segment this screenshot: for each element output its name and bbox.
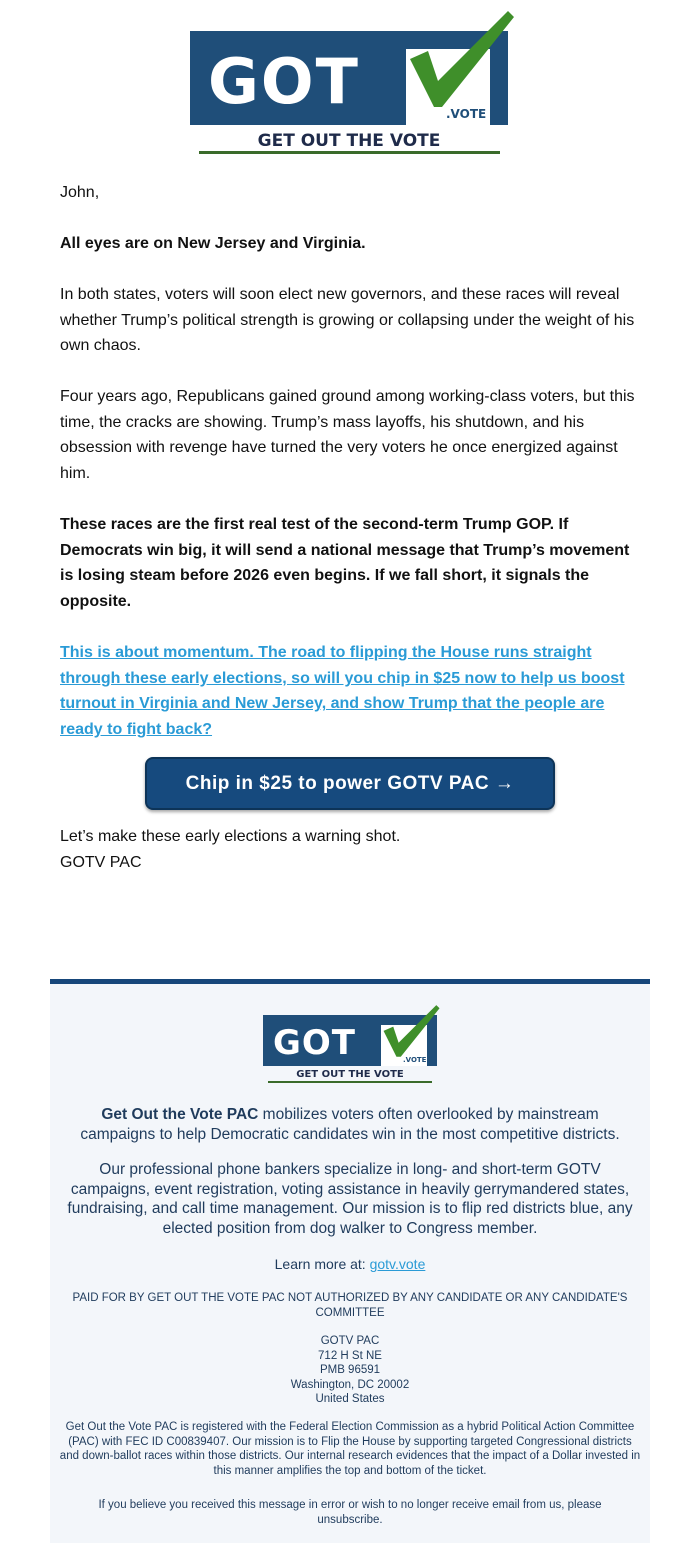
address-street: 712 H St NE [318, 1349, 382, 1362]
logo-dotvote-text: .VOTE [403, 1056, 427, 1064]
green-checkmark-icon [408, 9, 514, 113]
donate-button[interactable]: Chip in $25 to power GOTV PAC → [145, 757, 555, 810]
logo-got-text: GOT [273, 1023, 357, 1063]
footer-registration: Get Out the Vote PAC is registered with the Federal Election Commission as a hybrid Political Action Committee (PAC) with FEC ID C00839407. Our mission is to Flip the House by supporting targeted Congressional districts and down-ballot races within those districts. Our internal research evidences that the impact of a Dollar invested in this manner amplifies the top and bottom of the ticket. [59, 1421, 641, 1477]
greeting: John, [60, 184, 100, 201]
closing-line: Let’s make these early elections a warning shot. [60, 828, 401, 845]
address-city: Washington, DC 20002 [290, 1378, 410, 1391]
footer-about [50, 1105, 650, 1144]
footer-learn-more [50, 1255, 650, 1274]
signature: GOTV PAC [60, 854, 142, 871]
donate-link-paragraph[interactable]: This is about momentum. The road to flipping the House runs straight through these early elections, so will you chip in $25 now to help us boost turnout in Virginia and New Jersey, and show Trump that the people are ready to fight back? [60, 644, 625, 739]
footer-org-name: Get Out the Vote PAC [101, 1106, 259, 1123]
footer-unsubscribe[interactable]: If you believe you received this message in error or wish to no longer receive email from us, please unsubscribe. [98, 1499, 602, 1526]
logo-tagline: GET OUT THE VOTE [296, 1069, 404, 1080]
footer-address [50, 1334, 650, 1407]
address-pmb: PMB 96591 [319, 1364, 381, 1376]
address-country: United States [315, 1393, 385, 1405]
logo-underline [268, 1081, 432, 1083]
paragraph-3: These races are the first real test of the second-term Trump GOP. If Democrats win big, it will send a national message that Trump’s movement is losing steam before 2026 even begins. If we fall short, it signals the opposite. [60, 516, 630, 611]
footer-mission: Our professional phone bankers specialize in long- and short-term GOTV campaigns, event registration, voting assistance in heavily gerrymandered states, fundraising, and call time management. Our mission is to flip red districts blue, any elected position from dog walker to Congress member. [67, 1161, 633, 1237]
address-name: GOTV PAC [320, 1335, 380, 1347]
logo-dotvote-text: .VOTE [446, 107, 487, 121]
logo-tagline: GET OUT THE VOTE [257, 131, 441, 151]
footer-gotv-logo [263, 1004, 441, 1084]
logo-underline [199, 151, 500, 154]
headline: All eyes are on New Jersey and Virginia. [60, 235, 366, 252]
learn-more-label: Learn more at: [274, 1256, 370, 1272]
gotv-website-link[interactable]: gotv.vote [369, 1256, 426, 1272]
paragraph-1: In both states, voters will soon elect new governors, and these races will reveal whether Trump’s political strength is growing or collapsing under the weight of his own chaos. [60, 286, 635, 355]
paragraph-2: Four years ago, Republicans gained ground among working-class voters, but this time, the cracks are showing. Trump’s mass layoffs, his shutdown, and his obsession with revenge have turned the very voters he once energized against him. [60, 388, 635, 483]
gotv-logo [190, 9, 514, 157]
footer-paid-for: PAID FOR BY GET OUT THE VOTE PAC NOT AUTHORIZED BY ANY CANDIDATE OR ANY CANDIDATE'S COMMITTEE [72, 1292, 628, 1319]
logo-got-text: GOT [208, 45, 360, 118]
green-checkmark-icon [382, 1004, 440, 1060]
footer-about-text: mobilizes voters often overlooked by mainstream campaigns to help Democratic candidates win in the most competitive districts. [80, 1106, 620, 1143]
